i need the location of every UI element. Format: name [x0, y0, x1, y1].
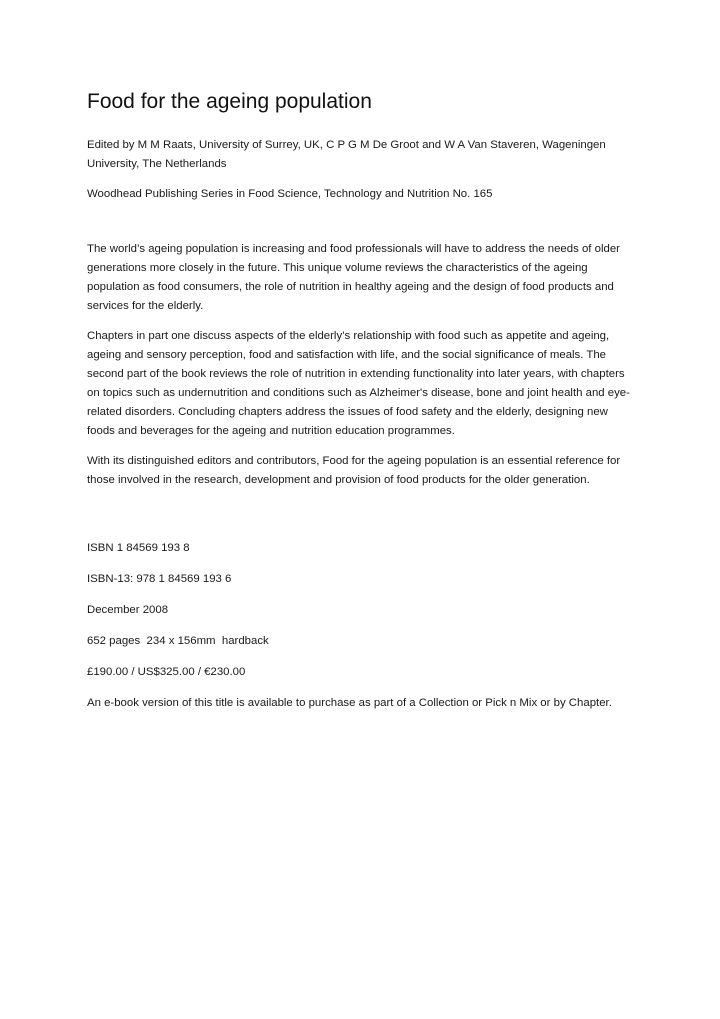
editors-line: Edited by M M Raats, University of Surrey, UK, C P G M De Groot and W A Van Staveren, Wageningen University, The Netherlands — [87, 139, 606, 170]
description-paragraph-3: With its distinguished editors and contributors, Food for the ageing population is an essential reference for those involved in the research, development and provision of food products for the older generation. — [87, 455, 621, 486]
series-line: Woodhead Publishing Series in Food Science, Technology and Nutrition No. 165 — [87, 188, 493, 200]
format-info: 652 pages 234 x 156mm hardback — [87, 635, 269, 647]
book-details — [87, 539, 635, 713]
isbn: ISBN 1 84569 193 8 — [87, 542, 190, 554]
ebook-note: An e-book version of this title is available to purchase as part of a Collection or Pick n Mix or by Chapter. — [87, 697, 612, 709]
spacer — [87, 215, 635, 240]
document-content — [87, 88, 635, 725]
spacer — [87, 501, 635, 539]
isbn-13: ISBN-13: 978 1 84569 193 6 — [87, 573, 232, 585]
description-paragraph-2: Chapters in part one discuss aspects of the elderly’s relationship with food such as appetite and ageing, ageing and sensory perception, food and satisfaction with life, and the social significance of meals. The second part of the book reviews the role of nutrition in extending functionality into later years, with chapters on topics such as undernutrition and conditions such as Alzheimer's disease, bone and joint health and eye-related disorders. Concluding chapters address the issues of food safety and the elderly, designing new foods and beverages for the ageing and nutrition education programmes. — [87, 330, 630, 437]
document-title: Food for the ageing population — [87, 90, 372, 113]
price: £190.00 / US$325.00 / €230.00 — [87, 666, 246, 678]
publication-date: December 2008 — [87, 604, 169, 616]
description-paragraph-1: The world’s ageing population is increasing and food professionals will have to address the needs of older generations more closely in the future. This unique volume reviews the characteristics of the ageing population as food consumers, the role of nutrition in healthy ageing and the design of food products and services for the elderly. — [87, 243, 620, 312]
